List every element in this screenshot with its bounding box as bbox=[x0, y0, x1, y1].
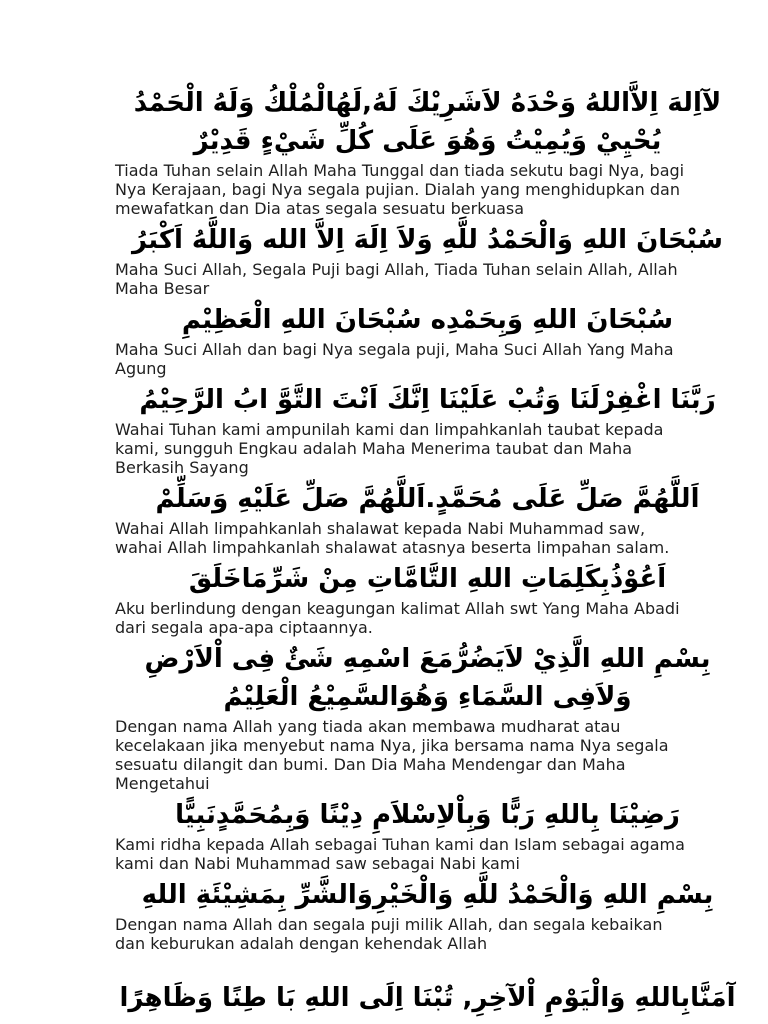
dhikr-block-5 bbox=[115, 480, 740, 557]
translation-text-rabbana-ighfirlana: Wahai Tuhan kami ampunilah kami dan limpahkanlah taubat kepada kami, sungguh Engkau adalah Maha Menerima taubat dan Maha Berkasih Sayang bbox=[115, 420, 664, 477]
dhikr-block-2 bbox=[115, 221, 740, 298]
translation-text-tahlil: Tiada Tuhan selain Allah Maha Tunggal dan tiada sekutu bagi Nya, bagi Nya Kerajaan, bagi Nya segala pujian. Dialah yang menghidupkan dan mewafatkan dan Dia atas segala sesuatu berkuasa bbox=[115, 161, 685, 218]
dhikr-block-8 bbox=[115, 796, 740, 873]
arabic-text-radhina-billah: رَضِيْنَا بِاللهِ رَبًّا وَبِاْلاِسْلاَمِ دِيْنًا وَبِمُحَمَّدٍنَبِيًّا bbox=[175, 800, 680, 830]
arabic-text-tasbih-tahmid-takbir: سُبْحَانَ اللهِ وَالْحَمْدُ للَّهِ وَلاَ اِلَهَ اِلاَّ الله وَاللَّهُ اَكْبَرُ bbox=[132, 225, 723, 255]
translation-text-radhina-billah: Kami ridha kepada Allah sebagai Tuhan kami dan Islam sebagai agama kami dan Nabi Muhammad saw sebagai Nabi kami bbox=[115, 835, 685, 873]
dhikr-block-10 bbox=[115, 979, 740, 1017]
translation-text-taawudz: Aku berlindung dengan keagungan kalimat Allah swt Yang Maha Abadi dari segala apa-apa ciptaannya. bbox=[115, 599, 680, 637]
translation-text-tasbih-tahmid-takbir: Maha Suci Allah, Segala Puji bagi Allah, Tiada Tuhan selain Allah, Allah Maha Besar bbox=[115, 260, 678, 298]
arabic-text-bismillah-ladzi: بِسْمِ اللهِ الَّذِيْ لاَيَضُرُّمَعَ اسْمِهِ شَئٌ فِى اْلاَرْضِ وَلاَفِى السَّمَاءِ وَهُوَالسَّمِيْعُ الْعَلِيْمُ bbox=[144, 644, 711, 712]
arabic-text-subhanallah-wabihamdih: سُبْحَانَ اللهِ وَبِحَمْدِه سُبْحَانَ اللهِ الْعَظِيْمِ bbox=[181, 305, 674, 335]
document-content bbox=[115, 84, 740, 1017]
translation-text-bismillah-ladzi: Dengan nama Allah yang tiada akan membawa mudharat atau kecelakaan jika menyebut nama Nya, jika bersama nama Nya segala sesuatu dilangit dan bumi. Dan Dia Maha Mendengar dan Maha Mengetahui bbox=[115, 717, 669, 793]
arabic-text-tahlil: لآاِلهَ اِلاَّاللهُ وَحْدَهُ لاَشَرِيْكَ لَهُ,لَهُالْمُلْكُ وَلَهُ الْحَمْدُ يُحْيِيْ وَيُمِيْتُ وَهُوَ عَلَى كُلِّ شَيْءٍ قَدِيْرٌ bbox=[133, 88, 722, 156]
arabic-text-taawudz: اَعُوْذُبِكَلِمَاتِ اللهِ التَّامَّاتِ مِنْ شَرِّمَاخَلَقَ bbox=[188, 564, 667, 594]
dhikr-block-1 bbox=[115, 84, 740, 218]
translation-text-subhanallah-wabihamdih: Maha Suci Allah dan bagi Nya segala puji, Maha Suci Allah Yang Maha Agung bbox=[115, 340, 674, 378]
dhikr-block-3 bbox=[115, 301, 740, 378]
arabic-text-amanna-billah: آمَنَّابِاللهِ وَالْيَوْمِ اْلآخِرِ, تُبْنَا اِلَى اللهِ بَا طِنًا وَظَاهِرًا bbox=[119, 983, 736, 1013]
translation-text-bismillah-walhamdu: Dengan nama Allah dan segala puji milik Allah, dan segala kebaikan dan keburukan adalah dengan kehendak Allah bbox=[115, 915, 663, 953]
dhikr-block-7 bbox=[115, 640, 740, 793]
arabic-text-rabbana-ighfirlana: رَبَّنَا اغْفِرْلَنَا وَتُبْ عَلَيْنَا اِنَّكَ اَنْتَ التَّوَّ ابُ الرَّحِيْمُ bbox=[139, 385, 716, 415]
arabic-text-shalawat: اَللَّهُمَّ صَلِّ عَلَى مُحَمَّدٍ.اَللَّهُمَّ صَلِّ عَلَيْهِ وَسَلِّمْ bbox=[155, 484, 700, 514]
arabic-text-bismillah-walhamdu: بِسْمِ اللهِ وَالْحَمْدُ للَّهِ وَالْخَيْرِوَالشَّرِّ بِمَشِيْئَةِ اللهِ bbox=[141, 880, 714, 910]
translation-text-shalawat: Wahai Allah limpahkanlah shalawat kepada Nabi Muhammad saw, wahai Allah limpahkanlah shalawat atasnya beserta limpahan salam. bbox=[115, 519, 670, 557]
dhikr-block-4 bbox=[115, 381, 740, 477]
dhikr-block-9 bbox=[115, 876, 740, 953]
dhikr-block-6 bbox=[115, 560, 740, 637]
